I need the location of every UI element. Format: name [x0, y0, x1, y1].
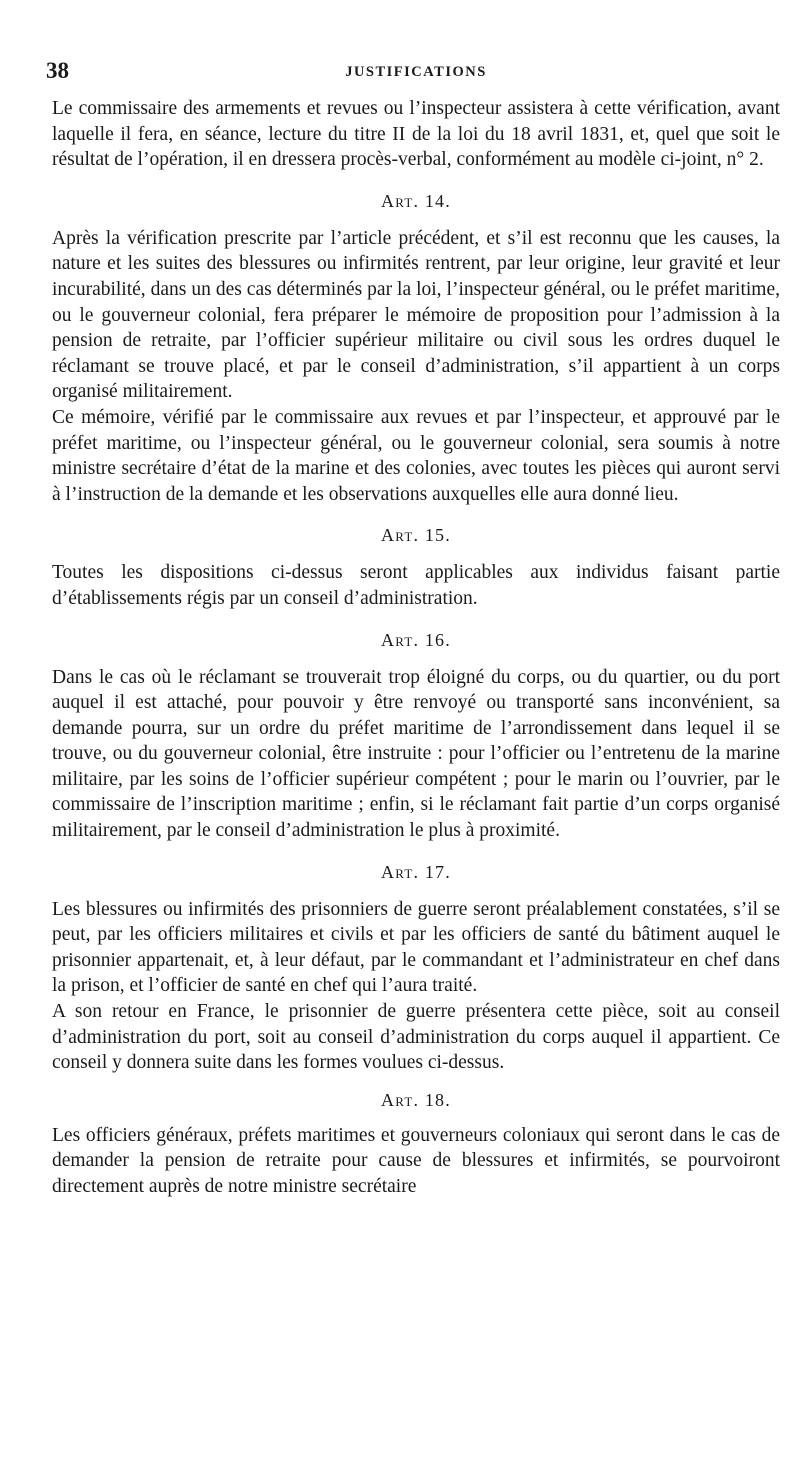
body-text: [52, 96, 780, 1200]
paragraph: Les officiers généraux, préfets maritimes et gouverneurs coloniaux qui seront dans le cas de demander la pension de retraite pour cause de blessures et infirmités, se pourvoiront directement auprès de notre ministre secrétaire: [52, 1124, 780, 1197]
running-head: [46, 58, 780, 86]
page-number: 38: [46, 58, 69, 83]
article-heading-18: Art. 18.: [381, 1089, 451, 1110]
paragraph: A son retour en France, le prisonnier de guerre présentera cette pièce, soit au conseil d’administration du port, soit au conseil d’administration du corps auquel il appartient. Ce conseil y donnera suite dans les formes voulues ci-dessus.: [52, 1001, 780, 1074]
paragraph: Après la vérification prescrite par l’article précédent, et s’il est reconnu que les causes, la nature et les suites des blessures ou infirmités rentrent, par leur origine, leur gravité et leur incurabilité, dans un des cas déterminés par la loi, l’inspecteur général, ou le préfet maritime, ou le gouverneur colonial, fera préparer le mémoire de proposition pour l’admission à la pension de retraite, par l’officier supérieur militaire ou civil sous les ordres duquel le réclamant se trouve placé, et par le conseil d’administration, s’il appartient à un corps organisé militairement.: [52, 227, 780, 403]
paragraph: Les blessures ou infirmités des prisonniers de guerre seront préalablement constatées, s’il se peut, par les officiers militaires et civils et par les officiers de santé du bâtiment auquel le prisonnier appartenait, et, à leur défaut, par le commandant et l’administrateur en chef dans la prison, et l’officier de santé en chef qui l’aura traité.: [52, 898, 780, 997]
paragraph: Dans le cas où le réclamant se trouverait trop éloigné du corps, ou du quartier, ou du port auquel il est attaché, pour pouvoir y être renvoyé ou transporté sans inconvénient, sa demande pourra, sur un ordre du préfet maritime de l’arrondissement dans lequel il se trouve, ou du gouverneur colonial, être instruite : pour l’officier ou l’entretenu de la marine militaire, par les soins de l’officier supérieur compétent ; pour le marin ou l’ouvrier, par le commissaire de l’inscription maritime ; enfin, si le réclamant fait partie d’un corps organisé militairement, par le conseil d’administration le plus à proximité.: [52, 666, 780, 842]
running-title: JUSTIFICATIONS: [345, 64, 487, 80]
paragraph: Ce mémoire, vérifié par le commissaire aux revues et par l’inspecteur, et approuvé par le préfet maritime, ou l’inspecteur général, ou le gouverneur colonial, sera soumis à notre ministre secrétaire d’état de la marine et des colonies, avec toutes les pièces qui auront servi à l’instruction de la demande et les observations auxquelles elle aura donné lieu.: [52, 406, 780, 505]
article-heading-16: Art. 16.: [381, 629, 451, 650]
paragraph: Toutes les dispositions ci-dessus seront applicables aux individus faisant partie d’établissements régis par un conseil d’administration.: [52, 562, 780, 609]
article-heading-14: Art. 14.: [381, 190, 451, 211]
article-heading-15: Art. 15.: [381, 525, 451, 546]
paragraph: Le commissaire des armements et revues ou l’inspecteur assistera à cette vérification, avant laquelle il fera, en séance, lecture du titre II de la loi du 18 avril 1831, et, quel que soit le résultat de l’opération, il en dressera procès-verbal, conformément au modèle ci-joint, n° 2.: [52, 98, 780, 171]
article-heading-17: Art. 17.: [381, 861, 451, 882]
document-page: [46, 58, 780, 1200]
